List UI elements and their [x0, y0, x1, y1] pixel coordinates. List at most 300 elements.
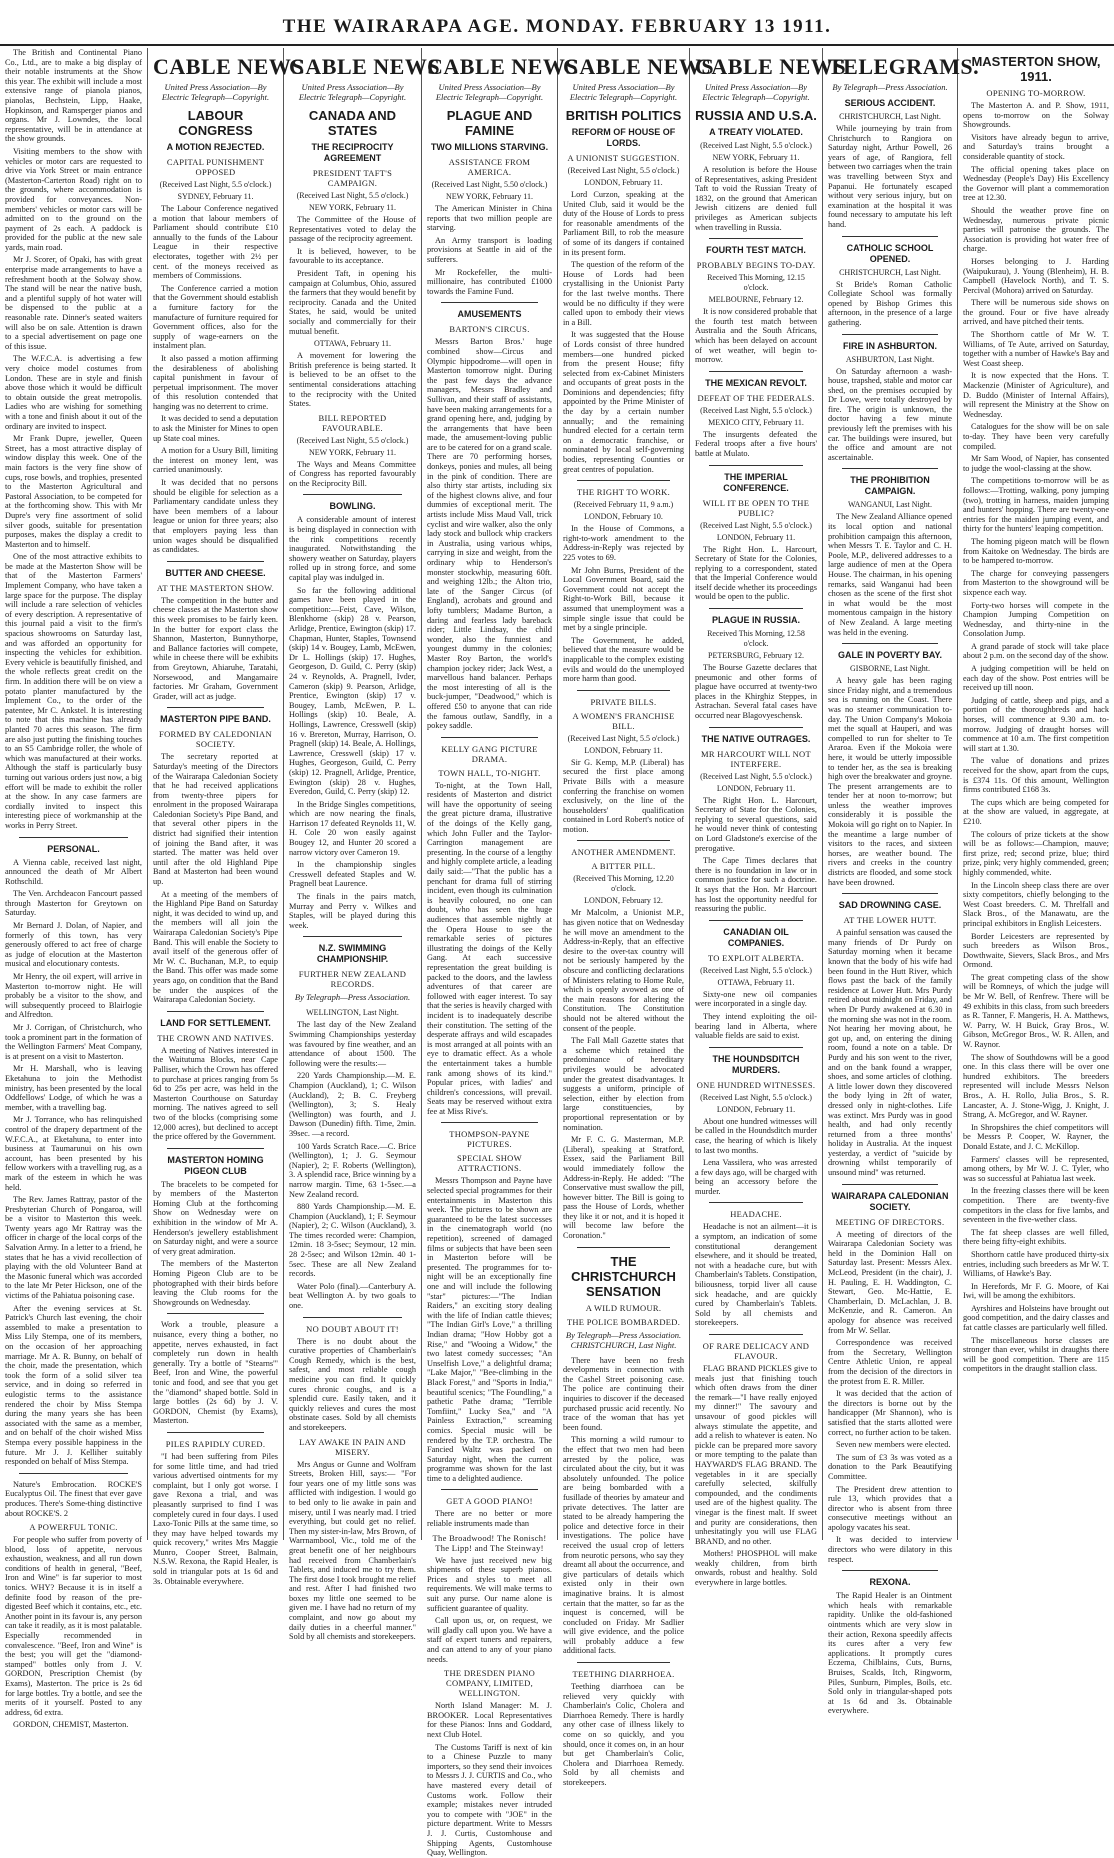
subheadline: N.Z. SWIMMING CHAMPIONSHIP. — [316, 943, 389, 965]
article-paragraph: A meeting of directors of the Wairarapa Caledonian Society was held in the Dominion Hall on Saturday last. Present: Messrs Alex. McLeod, President (in the chair), J. H. Pauling, E. H. Waddington, C. Stewart, Geo. Mc-Hattie, E. Chamberlain, D. McLachlan, J. B. McKenzie, and R. Cameron. An apology for absence was received from Mr W. Sellar. — [828, 1229, 952, 1335]
byline: By Telegraph—Press Association. CHRISTCHURCH, Last Night. — [565, 1329, 682, 1350]
section-heading: AT THE LOWER HUTT. — [843, 915, 937, 926]
subheadline: SAD DROWNING CASE. — [838, 900, 942, 911]
section-banner: CABLE NEWS — [289, 54, 441, 79]
rule-divider — [441, 1122, 538, 1123]
article-paragraph: Water Polo (final).—Canterbury A. beat Wellington A. by two goals to one. — [289, 1281, 416, 1311]
headline: LABOUR CONGRESS — [178, 108, 253, 138]
article-paragraph: In Herefords, Mr F. G. Moore, of Kai Iwi, will be among the exhibitors. — [963, 1281, 1109, 1301]
dateline: SYDNEY, February 11. — [177, 192, 254, 201]
byline: United Press Association—By Electric Telegraph—Copyright. — [161, 82, 270, 102]
article-paragraph: Sir G. Kemp, M.P. (Liberal) has secured the first place among Private Bills with a measure conferring the franchise on women exclusively, on the line of the householders' qualification contained in Lord Robert's notice of motion. — [563, 757, 684, 834]
article-paragraph: The American Minister in China reports that two million people are starving. — [427, 204, 552, 233]
article-paragraph: The Fall Mall Gazette states that a scheme which retained the predominance of hereditary privileges would be advocated under the greatest disadvantages. It suggests a uniform, principle of selection, either by election from large constituencies, by proportional representation or by nomination. — [563, 1036, 684, 1132]
rule-divider — [577, 690, 670, 691]
section-banner: CABLE NEWS — [153, 54, 305, 79]
subheadline: THE MEXICAN REVOLT. — [705, 377, 807, 388]
section-banner: CABLE NEWS — [695, 54, 847, 79]
dateline: (Received This Morning, 12.20 o'clock. — [573, 874, 674, 894]
subheadline: LAND FOR SETTLEMENT. — [160, 1017, 271, 1028]
dateline: LONDON, February 10. — [584, 512, 663, 522]
article-paragraph: The Bourse Gazette declares that pneumonic and other forms of plague have occurred at twenty-two places in the Khirghiz Steppes, in Astrachan. Several fatal cases have occurred near Blagovyeschensk. — [695, 663, 817, 721]
article-paragraph: The charge for conveying passengers from Masterton to the showground will be sixpence each way. — [963, 568, 1109, 597]
section-heading: A BITTER PILL. — [591, 861, 656, 872]
article-paragraph: The competitions to-morrow will be as follows:—Trotting, walking, pony jumping (two), trotting in harness, maiden jumping and hunters' hopping. There are twenty-one entries for the maiden jumping event, and thirty for the hunters' leaping competition. — [963, 476, 1109, 534]
dateline: CHRISTCHURCH, Last Night. — [839, 112, 941, 121]
article-paragraph: The miscellaneous horse classes are stronger than ever, whilst in draughts there will be good competition. There are 115 competitors in the draught stallion class. — [963, 1335, 1109, 1374]
section-heading: AT THE MASTERTON SHOW. — [156, 582, 275, 593]
section-banner: CABLE NEWS — [563, 54, 715, 79]
article-paragraph: The finals in the pairs match, Murray and Perry v. Wilkes and Staples, will be played during this week. — [289, 892, 416, 930]
dateline: (Received Last Night, 5.5 o'clock.) — [700, 771, 812, 781]
article-paragraph: Mr J. Torrance, who has relinquished control of the drapery department of the W.F.C.A., at Eketahuna, to enter into business at Taumarunui on his own account, has been presented by his fellow workers with a travelling rug, as a mark of the esteem in which he was held. — [5, 1115, 142, 1192]
section-heading: TO EXPLOIT ALBERTA. — [707, 952, 805, 963]
byline: United Press Association—By Electric Telegraph—Copyright. — [298, 82, 407, 102]
article-paragraph: The show of Southdowns will be a good one. In this class there will be over one hundred exhibitors. The breeders represented will include Messrs Nelson Bros., A. H. Rollo, Julia Bros., S. R. Lancaster, A. J. Stone-Wigg, J. Knight, J. Strang, A. McGregor, and W. Rayner. — [963, 1052, 1109, 1120]
article-paragraph: In the House of Commons, a right-to-work amendment to the Address-in-Reply was rejected by 225 votes to 69. — [563, 524, 684, 562]
article-paragraph: The bracelets to be competed for by members of the Masterton Homing Club at the forthcoming Show on Wednesday were on exhibition in the window of Mr A. Henderson's jewellery establishment on Saturday night, and were a source of very great admiration. — [153, 1179, 278, 1256]
article-paragraph: The Right Hon. L. Harcourt, Secretary of State for the Colonies, replying to a correspondent, stated that the Imperial Conference would itself decide whether its proceedings would be open to the public. — [695, 544, 817, 602]
byline: United Press Association—By Electric Telegraph—Copyright. — [435, 82, 544, 102]
headline: BRITISH POLITICS — [565, 108, 682, 123]
rule-divider — [303, 1317, 402, 1318]
section-heading: ONE HUNDRED WITNESSES. — [696, 1079, 816, 1090]
byline: United Press Association—By Electric Telegraph—Copyright. — [702, 82, 810, 102]
article-paragraph: It was decided to interview directors who were dilatory in this respect. — [828, 1535, 952, 1564]
article-paragraph: Mr Malcolm, a Unionist M.P., has given notice that on Wednesday he will move an amendment to the Address-in-Reply, that an effective desire to the over-tax country will not be seriously hampered by the obscure and conflicting declarations of Ministers relating to Home Rule, which is openly avowed as one of the main reasons for altering the Constitution. The Constitution should not be altered without the consent of the people. — [563, 908, 684, 1033]
article-paragraph: Shorthorn cattle have produced thirty-six entries, including such breeders as Mr W. T. Williams, of Hawke's Bay. — [963, 1249, 1109, 1279]
subheadline: PERSONAL. — [47, 843, 100, 854]
dateline: (Received February 11, 9 a.m.) — [573, 500, 674, 510]
subheadline: MASTERTON HOMING PIGEON CLUB — [167, 1154, 264, 1176]
rule-divider — [842, 893, 938, 894]
article-paragraph: In the freezing classes there will be keen competition. There are twenty-five competitors in the class for five lambs, and seventeen in the five-wether class. — [963, 1186, 1109, 1225]
article-paragraph: About one hundred witnesses will be called in the Houndsditch murder case, the hearing of which is likely to last two months. — [695, 1116, 817, 1155]
article-paragraph: It also passed a motion affirming the desirableness of abolishing capital punishment in favour of perpetual imprisonment. The mover of this resolution contended that hanging was no deterrent to crime. — [153, 353, 278, 411]
article-paragraph: Visitors have already begun to arrive, and Saturday's trains brought a considerable quantity of stock. — [963, 132, 1109, 161]
article-paragraph: The Ways and Means Committee of Congress has reported favourably on the Reciprocity Bill. — [289, 459, 416, 488]
article-paragraph: The Conference carried a motion that the Government should establish a furniture factory for the manufacture of furniture required for Government offices, also for the supply of wage-earners on the instalment plan. — [153, 283, 278, 351]
rule-divider — [842, 236, 938, 237]
section-heading: TEETHING DIARRHOEA. — [572, 1669, 675, 1680]
article-paragraph: Mr Bernard J. Dolan, of Napier, and formerly of this town, has very generously offered to act free of charge as judge of elocution at the Masterton musical and elocutionary contests. — [5, 921, 142, 969]
rule-divider — [303, 936, 402, 937]
column-1 — [0, 48, 148, 1730]
section-heading: DEFEAT OF THE FEDERALS. — [697, 392, 815, 403]
article-paragraph: The New Zealand Alliance opened its local option and national prohibition campaign this afternoon, when Messrs T. E. Taylor and C. H. Poole, M.P., delivered addresses to a large audience of men at the Opera House. The chairman, in his opening remarks, said Wanganui had been chosen as the scene of the first shot in what would be the most momentous campaign in the history of New Zealand. A large meeting was held in the evening. — [828, 512, 952, 637]
article-paragraph: It is now expected that the Hons. T. Mackenzie (Minister of Agriculture), and D. Buddo (Minister of Internal Affairs), will represent the Ministry at the Show on Wednesday. — [963, 371, 1109, 419]
section-heading: NO DOUBT ABOUT IT! — [306, 1323, 399, 1334]
dateline: (Received Last Night, 5.5 o'clock.) — [700, 141, 812, 150]
section-heading: OF RARE DELICACY AND FLAVOUR. — [702, 1341, 810, 1361]
article-paragraph: The value of donations and prizes received for the show, apart from the cups, is £374 11s. Of this amount, Wellington firms contributed £168 3s. — [963, 756, 1109, 795]
rule-divider — [167, 1313, 264, 1314]
article-paragraph: A motion for a Usury Bill, limiting the interest on money lent, was carried unanimously. — [153, 446, 278, 475]
headline: CANADA AND STATES — [308, 108, 397, 138]
article-paragraph: The Ven. Archdeacon Fancourt passed through Masterton for Greytown on Saturday. — [5, 889, 142, 918]
article-paragraph: In the championship singles Cresswell defeated Staples and W. Pragnell beat Laurence. — [289, 860, 416, 889]
column-4 — [422, 48, 579, 1858]
section-heading: KELLY GANG PICTURE DRAMA. — [441, 743, 538, 764]
article-paragraph: To-night, at the Town Hall, residents of Masterton and district will have the opportunity of seeing the great picture drama, illustrative of the doings of the Kelly gang, which John Fuller and the Taylor-Carrington management are presenting. In the course of a lengthy and highly complete article, a leading daily said:—"That the public has a penchant for drama full of stirring incident, even though its culmination is heavily coloured, no one can doubt, who has seen the huge audiences that assemble nightly at the Opera House to see the remarkable series of pictures illustrating the doings of the Kelly Gang. At each successive representation the great building is packed to the doors, and the lawless adventures of that career are followed with eager interest. To say that the series is heavily charged with incident is to inadequately describe their constitution. The setting of the desperate affrays and wild escapades is most arranged at all points with an eye to dramatic effect. As a whole the entertainment takes a humble rank among shows of its kind." Popular prices, with ladies' and children's concessions, will prevail. Seats may be reserved without extra fee at Miss Rive's. — [427, 780, 552, 1116]
rule-divider — [709, 371, 803, 372]
section-heading: PILES RAPIDLY CURED. — [165, 1438, 266, 1449]
article-paragraph: While journeying by train from Christchurch to Rangiora on Saturday night, Arthur Powell, 26 years of age, of Rangiora, fell between two carriages when the train was travelling between Styx and Papanui. He fortunately escaped without very serious injury, but on examination at the hospital it was found necessary to amputate his left hand. — [828, 124, 952, 229]
subheadline: CATHOLIC SCHOOL OPENED. — [846, 242, 934, 264]
section-heading: LAY AWAKE IN PAIN AND MISERY. — [299, 1436, 406, 1457]
article-paragraph: In the Lincoln sheep class there are over sixty competitors, chiefly belonging to the West Coast breeders. C. M. Threlfall and Slack Bros., of the Manawatu, are the principal exhibitors in English Leicesters. — [963, 880, 1109, 928]
column-6 — [690, 48, 847, 1588]
section-heading: A WOMEN'S FRANCHISE BILL. — [572, 710, 675, 731]
article-paragraph: FLAG BRAND PICKLES give to meals just that finishing touch which often draws from the diner the remark—"I have really enjoyed my dinner!" The savoury and unsavour of good pickles will always stimulate the appetite, and add a relish to whatever is eaten. No pickle can be prepared more savory or more tempting to the palate than HAYWARD'S FLAG BRAND. The vegetables in it are specially carefully selected, skilfully compounded, and the condiments used are of the highest quality. The vinegar is the finest malt. If sweet and purity are considerations, then unhesitatingly you will use FLAG BRAND, and no other. — [695, 1364, 817, 1546]
article-paragraph: The British and Continental Piano Co., Ltd., are to make a big display of their notable instruments at the Show this year. The exhibit will include a most extensive range of pianola pianos, pianolas, Bechstein, Lipp, Haake, Hopkinson, and Ramsperger pianos and organs. Mr J. Lowndes, the local representative, will be in attendance at the show grounds. — [5, 48, 142, 144]
rule-divider — [167, 1432, 264, 1433]
article-paragraph: For people who suffer from poverty of blood, loss of appetite, nervous exhaustion, weakness, and all run down conditions of health in general, "Beef, Iron and Wine" is far superior to most tonics. WHY? Because it is in itself a definite food by reason of the pre-digested Beef which it contains, etc., etc. Another point in its favour is, any person can take it readily, as it is most palatable. Especially recommended in convalescence. "Beef, Iron and Wine" is the best; you will get the "diamond-stamped" bottles only from J. V. GORDON, Prescription Chemist (by Exams), Masterton. The price is 2s 6d for large bottles. Try a bottle, and see the merits of it yourself. Posted to any address, 6d extra. — [5, 1535, 142, 1717]
article-paragraph: Mr John Burns, President of the Local Government Board, said the Government could not accept the Right-to-Work Bill, because it assumed that unemployment was a simple single issue that could be met by a single principle. — [563, 565, 684, 633]
dateline: MEXICO CITY, February 11. — [708, 417, 804, 427]
dateline: OTTAWA, February 11. — [717, 977, 795, 987]
article-paragraph: Visiting members to the show with vehicles or motor cars are requested to drive via York Street or main entrance (Masterton-Carterton Road) right on to the grounds, where accommodation is provided for conveyances. Non-members' vehicles or motor cars will be admitted on to the ground on the payment of 2s each. A paddock is provided for the public at the new sale yards, main road. — [5, 146, 142, 252]
article-paragraph: It is now considered probable that the fourth test match between Australia and the South Africans, which has been delayed on account of wet weather, will begin to-morrow. — [695, 307, 817, 365]
article-paragraph: Nature's Embrocation. ROCKE'S Eucalyptus Oil. The finest that ever gave produces. There's Some-thing distinctive about ROCKE'S. 2 — [5, 1479, 142, 1518]
article-paragraph: The competition in the butter and cheese classes at the Masterton show this week promises to be fairly keen. In the butter for export class the Shannon, Masterton, Bunnythorpe, and Ballance factories will compete, while in cheese there will be exhibits from Greytown, Ahiaruhe, Taratahi, Norsewood, and Mangamaire factories. Mr Graham, Government Grader, will act as judge. — [153, 595, 278, 701]
rule-divider — [167, 707, 264, 708]
article-paragraph: We have just received new big shipments of these superb pianos. Prices and styles to meet all requirements. We will make terms to suit any purse. Our name alone is sufficient guarantee of quality. — [427, 1555, 552, 1613]
dateline: (Received Last Night, 5.5 o'clock.) — [159, 180, 272, 189]
subheadline: REFORM OF HOUSE OF LORDS. — [571, 127, 676, 148]
rule-divider — [842, 1570, 938, 1571]
byline: By Telegraph—Press Association. — [832, 82, 948, 92]
article-paragraph: One of the most attractive exhibits to be made at the Masterton Show will be that of the Masterton Farmers' Implement Company, who have taken a large space for the purpose. The display will include a rare selection of vehicles of every description. A representative of this journal paid a visit to the firm's spacious showrooms on Saturday last, and was afforded an opportunity for inspecting the vehicles for exhibition. Every vehicle is beautifully finished, and the whole reflects great credit on the firm. In addition there will be on view a potato planter manufactured by the Implement Co., to the order of the patentee, Mr C. Ankstel. It is interesting to note that this machine has already planted 70 acres this season. The firm are also just putting the finishing touches to an S5 Cambridge roller, the whole of which was manufactured at their works. Although the staff is particularly busy turning out various orders just now, a big effort will be made to exhibit the roller at the show. In any case farmers are cordially invited to inspect this interesting piece of workmanship at the works in Perry Street. — [5, 552, 142, 830]
article-paragraph: After the evening services at St. Patrick's Church last evening, the choir assembled to make a presentation to Miss Lily Stempa, one of its members, on the occasion of her approaching marriage. Mr A. R. Bunny, on behalf of the choir, made the presentation, which took the form of a solid silver tea service, and in doing so referred in eulogistic terms to the assistance rendered the choir by Miss Stempa during the many years she has been associated with the same as a member, and on behalf of the choir wished Miss Stempa every possible happiness in the future. Mr J. J. Kelliher suitably responded on behalf of Miss Stempa. — [5, 1303, 142, 1467]
dateline: ASHBURTON, Last Night. — [845, 354, 935, 364]
subheadline: THE NATIVE OUTRAGES. — [701, 733, 811, 744]
subheadline: THE PROHIBITION CAMPAIGN. — [850, 475, 930, 497]
dateline: LONDON, February 11. — [584, 178, 663, 187]
article-paragraph: A considerable amount of interest is being displayed in connection with the rink competitions recently inaugurated. Notwithstanding the showery weather on Saturday, players rolled up in strong force, and some capital play was indulged in. — [289, 515, 416, 583]
article-paragraph: A grand parade of stock will take place about 2 p.m. on the second day of the show. — [963, 641, 1109, 661]
article-paragraph: The Rapid Healer is an Ointment which heals with remarkable rapidity. Unlike the old-fashioned ointments which are very slow in their action, Rexona speedily affects its cures after a very few applications. It promptly cures Eczema, Chilblains, Cuts, Burns, Bruises, Scalds, Itch, Ringworm, Piles, Sunburn, Pimples, Boils, etc. Sold only in triangular-shaped pots at 1s 6d and 3s. Obtainable everywhere. — [828, 1591, 952, 1716]
article-paragraph: Mr J. Corrigan, of Christchurch, who took a prominent part in the formation of the Wellington Farmers' Meat Company, is at present on a visit to Masterton. — [5, 1023, 142, 1061]
article-paragraph: North Island Manager: M. J. BROOKER. Local Representatives for these Pianos: Inns and Goddard, next Club Hotel. — [427, 1701, 552, 1739]
rule-divider — [441, 302, 538, 303]
article-paragraph: The Shorthorn cattle of Mr W. T. Williams, of Te Aute, arrived on Saturday, together with a number of Hawke's Bay and West Coast sheep. — [963, 330, 1109, 368]
article-paragraph: An Army transport is loading provisions at Seattle in aid of the sufferers. — [427, 235, 552, 264]
headline: RUSSIA AND U.S.A. — [695, 108, 817, 123]
article-paragraph: 100 Yards Scratch Race.—C. Brice (Wellington), 1; J. G. Seymour (Napier), 2; F. Roberts (Wellington), 3. A splendid race, Brice winning by a narrow margin. Time, 63 1-5sec.—a New Zealand record. — [289, 1141, 416, 1199]
column-8 — [958, 48, 1114, 1540]
subheadline: A MOTION REJECTED. — [166, 142, 265, 152]
rule-divider — [842, 643, 938, 644]
article-paragraph: It is believed, however, to be favourable to its acceptance. — [289, 246, 416, 266]
column-2 — [148, 48, 305, 1586]
article-paragraph: The President drew attention to rule 13, which provides that a director who is absent from three consecutive meetings without an apology vacates his seat. — [828, 1484, 952, 1532]
article-paragraph: Mr Frank Dupre, jeweller, Queen Street, has a most attractive display of window display this week. One of the main factors is the very fine show of cups, rose bowls, and trophies, presented to the Masterton Agricultural and Pastoral Association, to be competed for at the forthcoming show. This with Mr Dupre's very fine assortment of solid silver goods, suitable for presentation purposes, makes the display a credit to Masterton and to himself. — [5, 434, 142, 549]
dateline: (Received Last Night, 5.5 o'clock.) — [296, 435, 409, 445]
article-paragraph: This morning a wild rumour to the effect that two men had been arrested by the police, was circulated about the city, but it was absolutely unfounded. The police are being bombarded with a fusillade of theories by amateur and private detectives. The latter are stated to be already hampering the police and detective force in their investigations. The police have received the usual crop of letters from neurotic persons, who say they dreamt all about the occurrence, and give particulars of details which existed only in their own imaginative brains. It is almost certain that the matter, so far as the inquest is concerned, will be concluded on Friday. Mr Sadlier will give evidence, and the police will probably adduce a few additional facts. — [563, 1435, 684, 1656]
column-5 — [558, 48, 715, 1787]
article-paragraph: In Shropshires the chief competitors will be Messrs P. Cooper, W. Rayner, the Donald Estate, and J. C. McKillop. — [963, 1122, 1109, 1151]
article-paragraph: Mrs Angus or Gunne and Wolfram Streets, Broken Hill, says:— "For four years one of my little sons was afflicted with indigestion. I would go to bed only to lie awake in pain and misery, until I was nearly mad. I tried everything, but could get no relief. Then my sister-in-law, Mrs Brown, of Warrnambool, Vic., told me of the great benefit one of her neighbours had received from Chamberlain's Tablets, and induced me to try them. The first dose I took brought me relief and rest. After I had finished two boxes my little one seemed to be given me. I have had no return of my complaint, and now go about my daily duties in a cheerful manner." Sold by all chemists and storekeepers. — [289, 1459, 416, 1642]
dateline: (Received Last Night, 5.5 o'clock.) — [296, 191, 409, 200]
section-heading: THOMPSON-PAYNE PICTURES. — [449, 1129, 530, 1150]
article-paragraph: The last day of the New Zealand Swimming Championships yesterday was favoured by fine weather, and an attendance of about 1500. The following were the results:— — [289, 1020, 416, 1068]
article-paragraph: A meeting of Natives interested in the Waitutuma Blocks, near Cape Palliser, which the Crown has offered to purchase at prices ranging from 5s 6d to 25s per acre, was held in the Masterton Courthouse on Saturday morning. The natives agreed to sell two of the blocks (comprising some 12,000 acres), but declined to accept the price offered by the Government. — [153, 1045, 278, 1142]
article-paragraph: Messrs Barton Bros.' huge combined show—Circus and Olympic hippodrome—will open in Masterton tomorrow night. During the past few days the advance managers, Messrs Bradley and Sullivan, and their staff of assistants, have been making arrangements for a grand opening here, and, judging by the arrangements that have been made, the amusement-loving public are to be catered for on a grand scale. There are 70 performing horses, donkeys, ponies and mules, all being in the pink of condition. There are also thirty star artists, including six of the highest clowns alive, and four dummies of exceptional merit. The artists include Miss Maud Vall, trick cyclist and wire walker, also the only lady stock and bullock whip crackers in Australia, using various whips, carrying in size and weight, from the ordinary whip to Henderson's monster stockwhip, measuring 60ft. and weighing 12lb.; the Alton trio, late of the Sanger Circus (of England), acrobats and ground and lofty tumblers; Madame Burton, a daring and fearless lady bareback rider; Little Lindsay, the child wonder, also the funniest and youngest dummy in the colonies; Master Roy Barton, the world's champion jockey rider; Jack West, a marvellous hand balancer. Perhaps the most interesting of all is the buck-jumper, "Deadwood," which is offered £50 to anyone that can ride the famous outlaw, Sandfly, in a pokey saddle. — [427, 337, 552, 731]
article-paragraph: 880 Yards Championship.—M. E. Champion (Auckland), 1; F. Seymour (Napier), 2; C. Wilson (Auckland), 3. The times recorded were: Champion, 12min. 18 3-5sec; Seymour, 12 min. 28 2-5sec; and Wilson 12min. 40 1-5sec. These are all New Zealand records. — [289, 1202, 416, 1279]
article-paragraph: At a meeting of the members of the Highland Pipe Band on Saturday night, it was decided to wind up, and the members will all join the Wairarapa Caledonian Society's Pipe Band. This will enable the Society to avail itself of the generous offer of Mr W. C. Buchanan, M.P., to equip the Band. This offer was made some years ago, on condition that the Band be under the auspices of the Wairarapa Caledonian Society. — [153, 889, 278, 1005]
article-paragraph: The members of the Masterton Homing Pigeon Club are to be photographed with their birds before leaving the Club rooms for the Showgrounds on Wednesday. — [153, 1259, 278, 1307]
article-paragraph: The great competing class of the show will be Romneys, of which the judge will be Mr W. Bell, of Renfrew. There will be 49 exhibits in this class, from such breeders as R. Tanner, F. Mangeris, H. A. Matthews, W. Parry, W. H Buick, Gray Bros., W. Gibson, McGregor Bros., W. R. Allen, and W. Raynor. — [963, 972, 1109, 1050]
section-heading: The Broadwood! The Ronisch! The Lipp! and The Steinway! — [432, 1532, 547, 1553]
dateline: LONDON, February 11. — [584, 745, 663, 755]
subheadline: BUTTER AND CHEESE. — [165, 567, 266, 578]
rule-divider — [709, 920, 803, 921]
article-paragraph: The Masterton A. and P. Show, 1911, opens to-morrow on the Solway Showgrounds. — [963, 101, 1109, 130]
rule-divider — [709, 1334, 803, 1335]
article-paragraph: A resolution is before the House of Representatives, asking President Taft to void the Russian Treaty of 1832, on the ground that American Jewish citizens are denied full privileges as American subjects when travelling in Russia. — [695, 165, 817, 232]
section-heading: A UNIONIST SUGGESTION. — [567, 153, 680, 163]
subheadline: A TREATY VIOLATED. — [709, 127, 803, 137]
article-paragraph: Border Leicesters are represented by such breeders as Wilson Bros., Dowthwaite, Sievers, Slack Bros., and Mrs Ormond. — [963, 931, 1109, 970]
dateline: NEW YORK, February 11. — [445, 192, 534, 201]
article-paragraph: Mr Henry, the oil expert, will arrive in Masterton to-morrow night. He will probably be a visitor to the show, and will subsequently proceed to Blairlogie and Alfredton. — [5, 972, 142, 1020]
rule-divider — [709, 465, 803, 466]
subheadline: THE HOUNDSDITCH MURDERS. — [712, 1053, 800, 1075]
section-heading: MR HARCOURT WILL NOT INTERFERE. — [701, 748, 811, 769]
article-paragraph: Teething diarrhoea can be relieved very quickly with Chamberlain's Colic, Cholera and Diarrhoea Remedy. There is hardly any other case of illness likely to come on so quickly, and you should, once it comes on, in an hour but get Chamberlain's Colic, Cholera and Diarrhoea Remedy. Sold by all chemists and storekeepers. — [563, 1682, 684, 1787]
article-paragraph: The question of the reform of the House of Lords had been crystallising in the Unionist Party for the last twelve months. There would be no difficulty if they were called upon to embody their views in a Bill. — [563, 260, 684, 327]
column-3 — [284, 48, 441, 1642]
section-banner: CABLE NEWS — [427, 54, 579, 79]
rule-divider — [842, 1184, 938, 1185]
column-7 — [823, 48, 980, 1716]
rule-divider — [577, 840, 670, 841]
article-paragraph: There will be numerous side shows on the ground. Four or five have already arrived, and have pitched their tents. — [963, 298, 1109, 327]
subheadline: PLAGUE IN RUSSIA. — [711, 615, 800, 626]
dateline: (Received Last Night, 5.5 o'clock.) — [700, 965, 812, 975]
dateline: OTTAWA, February 11. — [313, 339, 392, 349]
article-paragraph: A judging competition will be held on each day of the show. Post entries will be received up till noon. — [963, 664, 1109, 693]
dateline: MELBOURNE, February 12. — [708, 295, 804, 305]
article-paragraph: Messrs Thompson and Payne have selected special programmes for their entertainments in Masterton this week. The pictures to be shown are guaranteed to be the latest successes in the cinematograph world (no repetition), screened of damaged films or subjects that have been seen in Masterton before will be presented. The programmes for to-night will be an exceptionally fine one and will include the following "star" pictures:—"The Indian Raiders," an exciting story dealing with the life of Indian cattle thieves; "The Indian Girl's Love," a thrilling Indian drama; "How Hobby got a Rise," and "Wooing a Widow," the two latest comedy successes; "An Unselfish Love," a delightful drama; "Lake Major," "Bee-climbing in the Black Forest," and "Sports in India," beautiful scenics; "The Foundling," a pathetic Pathe drama; "Terrible Tomfiint," Lucky Sea," and "A Painless Extraction," screaming comics. Special music will be rendered by the T.P. orchestra. The Fancied Waltz was packed on Saturday night, when the current programme was shown for the last time to a delighted audience. — [427, 1176, 552, 1483]
rule-divider — [577, 480, 670, 481]
article-paragraph: They intend exploiting the oil-bearing land in Alberta, where valuable fields are said to exist. — [695, 1011, 817, 1041]
dateline: CHRISTCHURCH, Last Night. — [839, 267, 941, 277]
section-heading: PROBABLY BEGINS TO-DAY. — [696, 260, 816, 271]
article-paragraph: Mr F. C. G. Masterman, M.P. (Liberal), speaking at Stratford, Essex, said the Parliament Bill would immediately follow the Address-in-Reply. He added: "The Conservative must swallow the pill, however bitter. The Bill is going to pass the House of Lords, whether they like it or not, and it is hoped it will become law before the Coronation." — [563, 1135, 684, 1241]
rule-divider — [577, 1662, 670, 1663]
dateline: LONDON, February 11. — [716, 532, 796, 542]
subheadline: REXONA. — [869, 1577, 911, 1588]
article-paragraph: The Customs Tariff is next of kin to a Chinese Puzzle to many importers, so they send their invoices to Messrs J. J. CURTIS and Co., who have mastered every detail of Customs work. Follow their example; mistakes never intruded you to compete with "JOE" in the picture department. Write to Messrs J. J. Curtis, Customhouse and Shipping Agents, Customhouse Quay, Wellington. — [427, 1742, 552, 1858]
article-paragraph: It was decided to send a deputation to ask the Minister for Mines to open up State coal mines. — [153, 414, 278, 443]
rule-divider — [709, 608, 803, 609]
dateline: LONDON, February 11. — [716, 1104, 796, 1114]
byline: United Press Association—By Electric Telegraph—Copyright. — [569, 82, 678, 102]
section-banner: TELEGRAMS. — [828, 54, 980, 79]
article-paragraph: On Saturday afternoon a wash-house, trapshed, stable and motor car shed, on the premises occupied by Dr Lowe, were totally destroyed by fire. The origin is unknown, the doctor having a few minute previously left the premises with his car. The buildings were insured, but the office and amount are not ascertainable. — [828, 366, 952, 462]
article-paragraph: Seven new members were elected. — [836, 1440, 951, 1450]
article-paragraph: Mr Sam Wood, of Napier, has consented to judge the wool-classing at the show. — [963, 454, 1109, 473]
article-paragraph: A painful sensation was caused the many friends of Dr Purdy on Saturday morning when it became known that the body of his wife had been found in the Hutt River, which flows past the back of the family residence at Lower Hutt. Mrs Purdy retired about midnight on Friday, and when Dr Purdy awakened at 6.30 in the morning she was not in the room. Not hearing her moving about, he got up, and, on entering the dining room, found a note on a table. Dr Purdy and his son went to the river, and on the bank found a wrapper, shoes, and some articles of clothing. A little lower down they discovered the body lying in 2ft of water, dressed only in night-clothes. Life was extinct. Mrs Purdy was in good health, and had only recently returned from a three months' holiday in Australia. At the inquest yesterday, a verdict of "suicide by drowning whilst temporarily of unsound mind" was returned. — [828, 928, 952, 1178]
article-paragraph: The insurgents defeated the Federal troops after a five hours' battle at Mulato. — [695, 429, 817, 458]
article-paragraph: Lord Curzon, speaking at the United Club, said it would be the duty of the House of Lords to press for reasonable amendments of the Parliament Bill, to rob the measure of some of its dangers if contained in its present form. — [563, 190, 684, 257]
article-paragraph: The secretary reported at Saturday's meeting of the Directors of the Wairarapa Caledonian Society that he had received applications from twenty-three pipers for enrolment in the proposed Wairarapa Caledonian Society's Pipe Band, and that several other pipers in the district had signified their intention of joining the Band after, it was started. The matter was held over until after the old Highland Pipe Band at Masterton had been wound up. — [153, 752, 278, 887]
dateline: NEW YORK, February 11. — [308, 203, 397, 212]
section-heading: CAPITAL PUNISHMENT OPPOSED — [166, 157, 265, 177]
article-paragraph: There is no doubt about the curative properties of Chamberlain's Cough Remedy, which is the best, safest, and most reliable cough medicine you can find. It quickly cures chronic coughs, and is a splendid cure. Easily taken, and it quickly relieves and cures the most obstinate cases. Sold by all chemists and storekeepers. — [289, 1336, 416, 1432]
section-heading: THE DRESDEN PIANO COMPANY, LIMITED, WELLINGTON. — [443, 1668, 536, 1699]
article-paragraph: Should the weather prove fine on Wednesday, numerous private picnic parties will patronise the grounds. The Association is providing hot water free of charge. — [963, 205, 1109, 254]
dateline: (Received Last Night, 5.5 o'clock.) — [567, 166, 680, 175]
subheadline: TWO MILLIONS STARVING. — [430, 142, 549, 152]
masthead — [0, 0, 1114, 46]
article-paragraph: The Right Hon. L. Harcourt, Secretary of State for the Colonies, replying to several questions, said he would never think of contesting on Lord Gladstone's exercise of the prerogative. — [695, 795, 817, 853]
article-paragraph: It was decided that no persons should be eligible for selection as a Parliamentary candidate unless they have been members of a labour league or union for three years; also that employers paying less than union wages should be disqualified as candidates. — [153, 478, 278, 555]
dateline: (Received Last Night, 5.5 o'clock.) — [700, 1092, 812, 1102]
section-heading: GET A GOOD PIANO! — [446, 1496, 533, 1507]
dateline: GISBORNE, Last Night. — [850, 664, 930, 674]
section-heading: HEADACHE. — [730, 1209, 782, 1220]
article-paragraph: The Labour Conference negatived a motion that labour members of Parliament should contribute £10 annually to the funds of the Labour League in their respective electorates, together with 2½ per cent. of the moneys received as members of Commissions. — [153, 204, 278, 281]
rule-divider — [441, 1489, 538, 1490]
subheadline: THE RECIPROCITY AGREEMENT — [311, 142, 394, 163]
dateline: Received This Morning, 12.58 o'clock. — [707, 629, 805, 649]
dateline: WANGANUI, Last Night. — [848, 500, 932, 510]
article-paragraph: Mr Rockefeller, the multi-millionaire, has contributed £1000 towards the Famine Fund. — [427, 267, 552, 296]
article-paragraph: The Cape Times declares that there is no foundation in law or in common justice for such a doctrine. It says that the Hon. Mr Harcourt has lost the opportunity needful for reassuring the public. — [695, 856, 817, 914]
article-paragraph: The Government, he added, believed that the measure would be inapplicable to the complex existing evils and would do the unemployed more harm than good. — [563, 635, 684, 684]
subheadline: AMUSEMENTS — [457, 309, 522, 320]
article-paragraph: "I had been suffering from Piles for some little time, and had tried various advertised ointments for my complaint, but I only got worse. I gave Rexona a trial, and was pleasantly surprised to find I was completely cured in four days. I used Laxo-Tonic Pills at the same time, so they may have helped towards my quick recovery," writes Mrs Maggie Munro, Cooper Street, Balmain, N.S.W. Rexona, the Rapid Healer, is sold in triangular pots at 1s 6d and 3s. Obtainable everywhere. — [153, 1451, 278, 1586]
article-paragraph: Headache is not an ailment—it is a symptom, an indication of some constitutional derangement elsewhere, and it should be treated, not with a headache cure, but with Chamberlain's Tablets. Constipation, biliousness, torpid liver all cause sick headache, and are quickly cured by Chamberlain's Tablets. Sold by all chemists and storekeepers. — [695, 1222, 817, 1328]
section-heading: ASSISTANCE FROM AMERICA. — [448, 157, 531, 177]
article-paragraph: A movement for lowering the British preference is being started. It is believed to be an offset to the sentimental considerations attaching to the reciprocity with the United States. — [289, 351, 416, 409]
section-heading: PRESIDENT TAFT'S CAMPAIGN. — [312, 168, 393, 188]
subheadline: FOURTH TEST MATCH. — [706, 245, 806, 256]
dateline: (Received Last Night, 5.5 o'clock.) — [700, 405, 812, 415]
section-heading: BARTON'S CIRCUS. — [449, 324, 530, 335]
section-heading: FURTHER NEW ZEALAND RECORDS. — [298, 969, 407, 990]
section-heading: PRIVATE BILLS. — [590, 696, 657, 707]
section-heading: BILL REPORTED FAVOURABLE. — [318, 412, 387, 433]
article-paragraph: In the Bridge Singles competitions, which are now nearing the finals, Harrison 17 defeated Reynolds 11, W. H. Cole 20 won easily against Bougey 12, and Hunter 20 scored a narrow victory over Cameron 19. — [289, 799, 416, 857]
dateline: LONDON, February 12. — [584, 896, 663, 906]
article-paragraph: Forty-two horses will compete in the Champion Jumping Competition on Wednesday, and thirty-nine in the Consolation Jump. — [963, 600, 1109, 639]
article-paragraph: Horses belonging to J. Harding (Waipukurau), J. Young (Blenheim), H. B. Campbell (Havelock North), and T. S. Percival (Mohora) arrived on Saturday. — [963, 256, 1109, 295]
article-paragraph: Mr J. Scorer, of Opaki, has with great enterprise made arrangements to have a refreshment booth at the Solway show. The stand will be near the native bush, and a plentiful supply of hot water will be dispensed to the public at a reasonable rate. Dinner's seated waiters will also be on sale. Attention is drawn to a special advertisement on page one of this issue. — [5, 255, 142, 351]
article-paragraph: Judging of cattle, sheep and pigs, and a portion of the thoroughbreds and hack horses, will commence at 9.30 a.m. to-morrow. Judging of draught horses will commence at 10 a.m. The first competition will start at 1.30. — [963, 695, 1109, 753]
article-paragraph: The Committee of the House of Representatives voted to delay the passage of the reciprocity agreement. — [289, 215, 416, 244]
article-paragraph: The Rev. James Rattray, pastor of the Presbyterian Church of Pongaroa, will be a visitor to Masterton this week. Twenty years ago Mr Rattray was the officer in charge of the local corps of the Salvation Army. In a letter to a friend, he states that he has a vivid recollection of playing with the old Volunteer Band at the Masonic funeral which was accorded to the late Mr Peter Hickson, one of the victims of the Pahiatua poisoning case. — [5, 1195, 142, 1301]
article-paragraph: Sixty-one new oil companies were incorporated in a single day. — [695, 989, 817, 1009]
dateline: NEW YORK, February 11. — [712, 153, 800, 162]
article-paragraph: Mr H. Marshall, who is leaving Eketahuna to join the Methodist ministry, has been presented by the local Oddfellows' Lodge, of which he was a member, with a travelling bag. — [5, 1064, 142, 1112]
rule-divider — [167, 1148, 264, 1149]
rule-divider — [709, 727, 803, 728]
section-heading: A WILD RUMOUR. — [585, 1302, 662, 1313]
section-heading: TOWN HALL, TO-NIGHT. — [438, 767, 541, 778]
subheadline: WAIRARAPA CALEDONIAN SOCIETY. — [831, 1190, 949, 1212]
section-heading: THE POLICE BOMBARDED. — [566, 1316, 681, 1327]
section-heading: ANOTHER AMENDMENT. — [571, 847, 676, 858]
rule-divider — [709, 238, 803, 239]
article-paragraph: A Vienna cable, received last night, announced the death of Mr Albert Rothschild. — [5, 857, 142, 886]
section-heading: FORMED BY CALEDONIAN SOCIETY. — [159, 729, 272, 750]
rule-divider — [167, 561, 264, 562]
dateline: Received This Morning, 12.15 o'clock. — [707, 273, 805, 293]
dateline: (Received Last Night, 5.50 o'clock.) — [431, 180, 548, 189]
article-paragraph: Catalogues for the show will be on sale to-day. They have been very carefully compiled. — [963, 422, 1109, 451]
rule-divider — [19, 1473, 128, 1474]
article-paragraph: Farmers' classes will be represented, among others, by Mr W. J. C. Tyler, who was so successful at Pahiatua last week. — [963, 1154, 1109, 1183]
article-paragraph: Correspondence was received from the Secretary, Wellington Centre Athletic Union, re appeal from the decision of the directors in the protest from E. R. Miller. — [828, 1338, 952, 1386]
article-paragraph: A heavy gale has been raging since Friday night, and a tremendous sea is running on the Coast. There was no steamer communication to-day. The Union Company's Mokoia met the squall at Hauperi, and was compelled to run for shelter to Te Araroa. Even if the Mokoia were here, it would be utterly impossible to tender her, as the sea is breaking high over the breakwater and groyne. The present arrangements are to tender her at noon to-morrow; but unless the weather improves considerably it is possible the Mokoia will go right on to Napier. In the meantime a large number of visitors to the races, and sixteen horses, are weather bound. The rivers and creeks in the country districts are flooded, and some stock have been drowned. — [828, 676, 952, 887]
article-paragraph: 220 Yards Championship.—M. E. Champion (Auckland), 1; C. Wilson (Auckland), 2; B. C. Freyberg (Wellington), 3; S. Healy (Wellington) was fourth, and J. Dawson (Dunedin) fifth. Time, 2min. 39sec. —a record. — [289, 1071, 416, 1138]
article-paragraph: So far the following additional games have been played in the competition:—Feist, Cave, Wilson, Blenkhorne (skip) 28 v. Pearson, Arlidge, Prentice, Ewington (skip) 17. Chapman, Hunter, Staples, Townsend (skip) 14 v. Bougey, Lamb, McEwen, Dr L. Hollings (skip) 17. Hughes, Georgeson, D. Guild, C. Perry (skip) 24 v. Reynolds, A. Pragnell, Ivder, Cameron (skip) 9. Pearson, Arlidge, Prentice, Ewington (skip) 17 v. Bougey, Lamb, McEwen, P. L. Hollings (skip) 10. Beale, A. Hollings, Lawrence, Cresswell (skip) 16 v. Brereton, Murray, Harrison, O. Pragnell (skip) 14. Beale, A. Hollings, Lawrence, Cresswell (skip) 17 v. Hughes, Georgeson, Guild, C. Perry (skip) 12. Pragnell, Arlidge, Prentice, Ewington (skip) 28 v. Hughes, Everedon, Guild, C. Perry (skip) 12. — [289, 585, 416, 797]
dateline: PETERSBURG, February 12. — [708, 651, 804, 661]
section-heading: A POWERFUL TONIC. — [29, 1522, 118, 1533]
headline: MASTERTON SHOW, 1911. — [971, 54, 1101, 84]
article-paragraph: St Bride's Roman Catholic Collegiate School was formally opened by Bishop Grimes this afternoon, in the presence of a large gathering. — [828, 279, 952, 327]
article-paragraph: The fat sheep classes are well filled, there being fifty-eight exhibits. — [963, 1227, 1109, 1247]
section-heading: WILL IT BE OPEN TO THE PUBLIC? — [702, 497, 810, 518]
article-paragraph: Mothers! PHOSPHOL will make weakly children, from birth onwards, robust and healthy. Sold everywhere in large bottles. — [695, 1549, 817, 1588]
article-paragraph: Work a trouble, pleasure a nuisance, every thing a bother, no appetite, nerves exhausted, in fact completely run down in health generally. Try a bottle of "Stearns'" Beef, Iron and Wine, the powerful tonic and food, and see that you get the "diamond" shaped bottle. Sold in large bottles (2s 6d) by J. V. GORDON, Chemist (by Exams), Masterton. — [153, 1320, 278, 1426]
section-heading: OPENING TO-MORROW. — [986, 88, 1086, 98]
article-paragraph: GORDON, CHEMIST, Masterton. — [13, 1720, 129, 1730]
article-paragraph: The sum of £3 3s was voted as a donation to the Park Beautifying Committee. — [828, 1452, 952, 1481]
section-heading: THE CROWN AND NATIVES. — [157, 1032, 274, 1043]
dateline: (Received Last Night, 5.5 o'clock.) — [567, 733, 680, 743]
article-paragraph: President Taft, in opening his campaign at Columbus, Ohio, assured the farmers that they would benefit by reciprocity. Canada and the United States, he said, would be united socially and commercially for their mutual benefit. — [289, 268, 416, 336]
subheadline: THE IMPERIAL CONFERENCE. — [723, 471, 789, 493]
subheadline: GALE IN POVERTY BAY. — [837, 650, 943, 661]
article-paragraph: The official opening takes place on Wednesday (People's Day) His Excellency the Governor will plant a commemoration tree at 12.30. — [963, 164, 1109, 203]
rule-divider — [303, 494, 402, 495]
dateline: WELLINGTON, Last Night. — [306, 1008, 399, 1018]
subheadline: CANADIAN OIL COMPANIES. — [723, 926, 789, 948]
rule-divider — [167, 1011, 264, 1012]
article-paragraph: It was decided that the action of the directors is borne out by the handicapper (Mr Shannon), who is satisfied that the starts allotted were correct, no further action to be taken. — [828, 1389, 952, 1437]
subheadline: SERIOUS ACCIDENT. — [844, 98, 936, 108]
subheadline: FIRE IN ASHBURTON. — [842, 340, 937, 351]
rule-divider — [842, 334, 938, 335]
article-paragraph: Ayrshires and Holsteins have brought out good competition, and the dairy classes and fat cattle classes are particularly well filled. — [963, 1303, 1109, 1333]
article-paragraph: There are no better or more reliable instruments made than — [427, 1509, 552, 1529]
rule-divider — [709, 1202, 803, 1203]
dateline: NEW YORK, February 11. — [308, 447, 397, 457]
section-heading: SPECIAL SHOW ATTRACTIONS. — [457, 1153, 522, 1174]
section-heading: THE RIGHT TO WORK. — [576, 487, 671, 498]
dateline: LONDON, February 11. — [716, 783, 796, 793]
masthead-title: THE WAIRARAPA AGE. MONDAY. FEBRUARY 13 1911. — [282, 16, 832, 37]
rule-divider — [441, 737, 538, 738]
article-paragraph: The colours of prize tickets at the show will be as follows:—Champion, mauve; first prize, red; second prize, blue; third prize, pink; very highly commended, green; highly commended, white. — [963, 829, 1109, 877]
dateline: (Received Last Night, 5.5 o'clock.) — [700, 520, 812, 530]
article-paragraph: It was suggested that the House of Lords consist of three hundred members—one hundred picked from the present House; fifty selected from ex-Cabinet Ministers and occupants of great posts in the Dominions and dependencies; fifty appointed by the Prime Minister of the day by a certain number annually; and the remaining hundred elected for a certain term on a democratic franchise, or nominated by local self-governing bodies, representing Counties or great centres of population. — [563, 330, 684, 474]
article-paragraph: The homing pigeon match will be flown from Kaitoke on Wednesday. The birds are to be hampered to-morrow. — [963, 536, 1109, 566]
rule-divider — [577, 1247, 670, 1248]
rule-divider — [19, 837, 128, 838]
section-heading: MEETING OF DIRECTORS. — [835, 1216, 945, 1227]
rule-divider — [709, 1047, 803, 1048]
subheadline: MASTERTON PIPE BAND. — [160, 714, 271, 725]
subheadline: BOWLING. — [329, 501, 376, 512]
article-paragraph: There have been no fresh developments in connection with the Cashel Street poisoning case. The police are continuing their inquiries to discover if the deceased purchased prussic acid recently. No trace of the woman that has yet been found. — [563, 1355, 684, 1432]
byline: By Telegraph—Press Association. — [294, 992, 411, 1003]
